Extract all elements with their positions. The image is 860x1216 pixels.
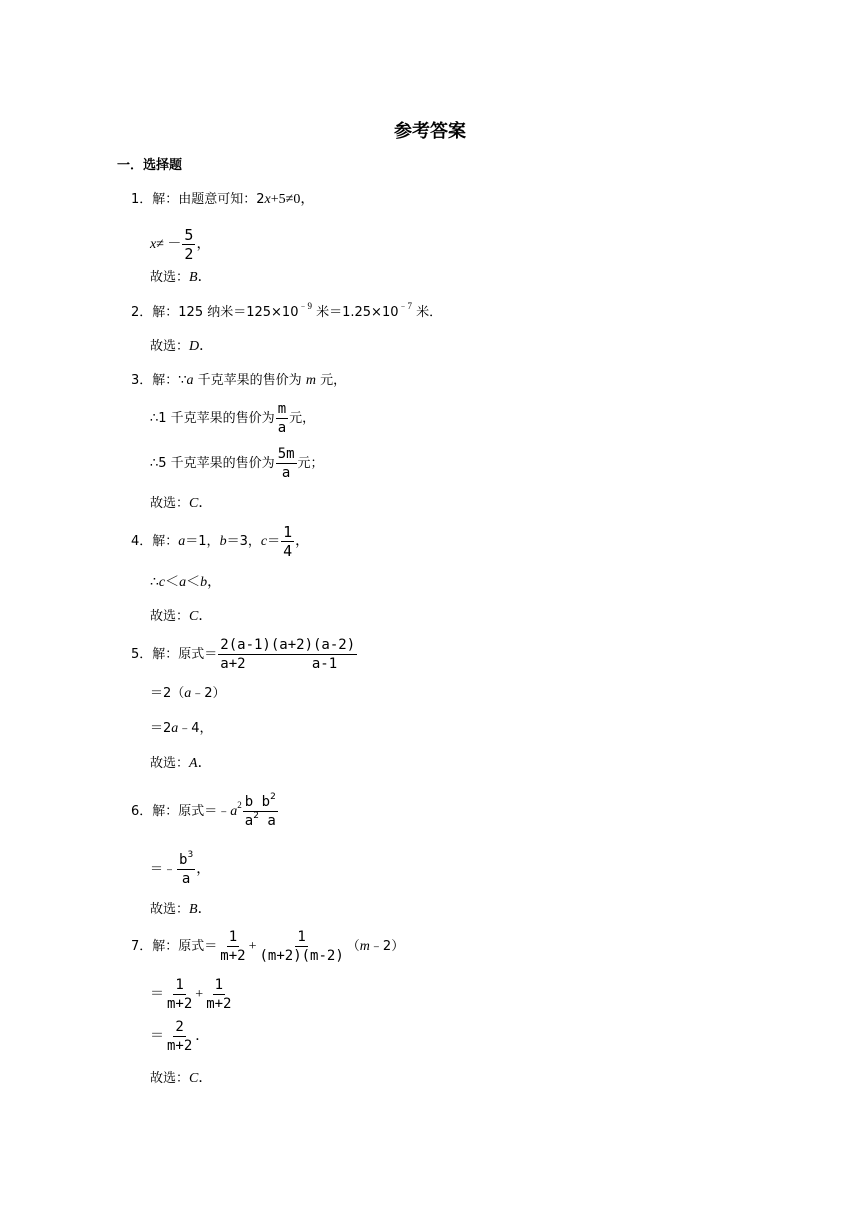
q7-l3-den: m+2 [167,1038,193,1055]
q3-l3-end: 元； [297,456,324,471]
q4-eq1: ＝1， [185,534,220,549]
q4-l2-lt1: ＜ [165,575,180,590]
q4-ans: C [189,609,199,624]
q7-ans-end: ． [198,1071,213,1086]
q6-l2-num-exp: 3 [187,850,194,861]
q3-l3-fraction [276,445,297,482]
q6-ans-end: ． [197,902,212,917]
q1-ans-end: ． [197,270,212,285]
q3-l2-pre: ∴1 千克苹果的售价为 [150,411,275,426]
q3-l1-mid: 千克苹果的售价为 [193,373,306,388]
q3-l1-end: 元， [315,373,347,388]
q4-fraction [281,523,294,560]
q4-l2-lt2: ＜ [186,575,201,590]
q7-ans-prefix: 故选： [150,1071,190,1086]
q1-l2-end: ， [196,237,211,252]
q4-ans-prefix: 故选： [150,609,190,624]
q7-l3-eq: ＝ [150,1029,164,1044]
q6-l2-den: a [181,871,191,888]
q6-num-b2-exp: 2 [270,792,276,803]
q7-l2-plus: + [195,987,204,1002]
q6-fraction [243,793,278,830]
q7-l2-frac-1 [165,976,194,1013]
q3-l2-fraction [276,400,288,437]
q3-l3-num: 5m [277,446,295,463]
q3-ans-end: ． [198,496,213,511]
q1-line-2 [150,226,210,264]
q7-line-1 [131,928,404,966]
q4-ans-end: ． [198,609,213,624]
q6-den-a-exp: 2 [253,811,259,822]
q7-l2-frac-2 [204,976,233,1013]
q4-answer [150,607,212,627]
q1-ans: B [189,270,198,285]
q5-l2-pre: ＝2（ [150,686,185,701]
q5-line-3 [150,719,213,739]
q7-l2-f2-den: m+2 [206,996,232,1013]
q6-line-1 [131,790,279,834]
q7-l3-end: ． [195,1029,210,1044]
q6-var-a: a [230,804,238,819]
q1-frac-den: 2 [184,245,194,264]
q4-eq3: ＝ [267,534,281,549]
q4-l2-end: ， [207,575,222,590]
q4-line-2 [150,573,221,593]
q5-l2-end: ﹣2） [191,686,226,701]
q4-eq2: ＝3， [226,534,261,549]
q5-l3-a: a [171,721,179,736]
q7-ans: C [189,1071,199,1086]
q3-answer [150,494,212,514]
q7-plus: + [248,939,257,954]
q3-ans: C [189,496,199,511]
q6-den-a2: a [267,813,276,830]
q6-l2-num [177,851,195,870]
q5-line-1 [131,636,358,674]
q7-l2-eq: ＝ [150,987,164,1002]
q5-answer [150,754,212,774]
q2-mid: 米＝1.25×10 [311,305,399,320]
q6-l2-fraction [177,851,195,888]
q3-line-1 [131,371,346,391]
q5-ans: A [189,756,198,771]
q5-l3-pre: ＝2 [150,721,172,736]
q3-l2-end: 元， [289,411,316,426]
q1-var-x: x [264,192,271,207]
q4-line-1 [131,523,309,561]
q4-var-c: c [260,534,268,549]
q7-frac-1 [218,928,247,965]
q5-fraction [218,636,357,673]
q7-f1-num: 1 [228,929,238,946]
q6-ans-prefix: 故选： [150,902,190,917]
q1-label: 1．解：由题意可知：2 [131,192,265,207]
q4-l2-a: a [179,575,187,590]
q2-ans-prefix: 故选： [150,339,190,354]
q7-l2-f1-den: m+2 [167,996,193,1013]
q7-l2-f2-num: 1 [214,977,224,994]
q5-ans-end: ． [197,756,212,771]
q3-var-m: m [305,373,316,388]
q7-l3-num: 2 [175,1019,184,1036]
q6-l2-num-b: b [179,852,188,869]
q7-l3-fraction [165,1018,194,1055]
q7-l2-f1-num: 1 [175,977,184,994]
q3-line-3 [150,445,324,483]
q4-frac-num: 1 [283,523,293,542]
q5-ans-prefix: 故选： [150,756,190,771]
q7-answer [150,1069,212,1089]
q4-end: ， [295,534,310,549]
q1-answer [150,268,212,288]
q7-tail-pre: （ [346,939,360,954]
q5-label: 5．解：原式＝ [131,647,218,662]
q4-l2-c: c [158,575,166,590]
q6-a-exp: 2 [237,800,242,810]
q7-f1-den: m+2 [220,948,246,965]
q3-l2-den: a [277,420,287,437]
q2-line-1 [131,303,442,323]
q3-l3-den: a [281,465,291,482]
q5-frac-num: 2(a-1)(a+2)(a-2) [220,637,356,654]
q1-rest: +5≠0， [270,192,315,207]
q6-label: 6．解：原式＝﹣ [131,804,231,819]
q3-label: 3．解：∵ [131,373,187,388]
q6-answer [150,900,212,920]
q4-l2-pre: ∴ [150,575,159,590]
q6-ans: B [189,902,198,917]
q1-l2-x: x [150,237,157,252]
q2-end: 米． [412,305,443,320]
q6-num-b: b [244,794,254,811]
q6-l2-end: ， [196,862,211,877]
q6-frac-den [243,812,278,830]
q7-f2-num: 1 [297,929,306,946]
q4-frac-den: 4 [283,542,293,561]
q4-var-a: a [178,534,186,549]
q6-num-b2: b [261,794,271,811]
q2-exp-2: ﹣7 [398,301,413,311]
q5-frac-den [218,655,357,673]
q2-ans: D [189,339,200,354]
q3-ans-prefix: 故选： [150,496,190,511]
q5-line-2 [150,684,226,704]
q4-label: 4．解： [131,534,179,549]
q6-den-a: a [244,813,254,830]
q4-var-b: b [219,534,227,549]
q1-line-1 [131,190,314,210]
q7-tail-m: m [359,939,370,954]
section-heading: 一．选择题 [117,158,183,173]
q6-frac-num [243,793,278,812]
q5-l3-end: ﹣4， [178,721,213,736]
q7-tail-end: ﹣2） [369,939,405,954]
q7-f2-den: (m+2)(m-2) [259,948,344,965]
q6-line-2 [150,848,210,892]
q1-ans-prefix: 故选： [150,270,190,285]
q7-line-3 [150,1018,209,1056]
q1-frac-num: 5 [184,226,194,245]
q5-den-left: a+2 [220,656,246,673]
page-title: 参考答案 [394,121,466,142]
q2-exp-1: ﹣9 [298,301,312,311]
q3-l3-pre: ∴5 千克苹果的售价为 [150,456,275,471]
q3-var-a: a [186,373,194,388]
q2-label: 2．解：125 纳米＝125×10 [131,305,299,320]
q5-den-right: a-1 [311,656,338,673]
q1-fraction [182,226,195,263]
q5-l2-a: a [184,686,192,701]
q7-frac-2 [257,928,345,965]
q3-l2-num: m [277,401,287,418]
q6-l2-pre: ＝﹣ [150,862,177,877]
q3-line-2 [150,400,315,438]
q2-ans-end: ． [199,339,214,354]
q1-l2-neq: ≠ － [156,237,182,252]
q2-answer [150,337,213,357]
q4-l2-b: b [200,575,208,590]
q7-label: 7．解：原式＝ [131,939,218,954]
q7-line-2 [150,976,235,1014]
